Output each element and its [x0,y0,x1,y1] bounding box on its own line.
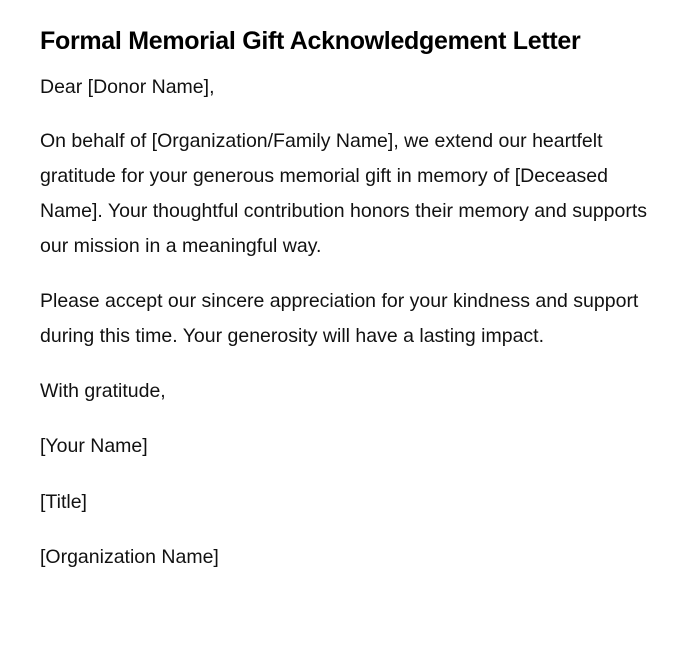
signature-organization: [Organization Name] [40,546,219,568]
signature-title: [Title] [40,491,87,513]
salutation: Dear [Donor Name], [40,76,215,98]
closing: With gratitude, [40,380,166,402]
signature-name: [Your Name] [40,435,148,457]
letter-title: Formal Memorial Gift Acknowledgement Letter [40,27,581,55]
body-paragraph-1: On behalf of [Organization/Family Name], we extend our heartfelt gratitude for your generous memorial gift in memory of [Deceased Name]. Your thoughtful contribution honors their memory and supports our mission in a meaningful way. [40,130,648,257]
body-paragraph-2: Please accept our sincere appreciation for your kindness and support during this time. Your generosity will have a lasting impact. [40,290,639,347]
